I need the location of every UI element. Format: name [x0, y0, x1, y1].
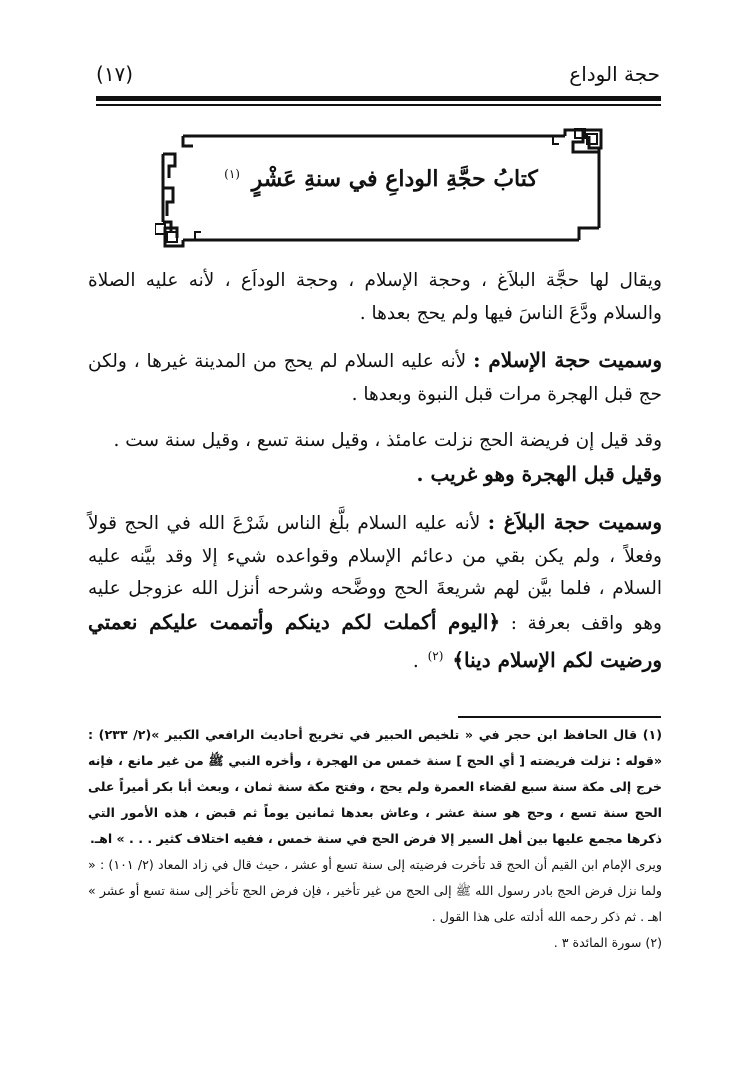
paragraph-3 [88, 425, 662, 492]
main-text [88, 265, 662, 693]
footnote-separator [458, 716, 661, 718]
footnote-1-continued: ويرى الإمام ابن القيم أن الحج قد تأخرت فرضيته إلى سنة تسع أو عشر ، حيث قال في زاد المعاد (٢/ ١٠١) : « ولما نزل فرض الحج بادر رسول الله ﷺ إلى الحج من غير تأخير ، فإن فرض الحج تأخر إلى سنة تسع أو عشر » اهـ . ثم ذكر رحمه الله أدلته على هذا القول . [88, 857, 662, 924]
paragraph-2-lead: وسميت حجة الإسلام : [473, 348, 662, 372]
paragraph-4 [88, 506, 662, 679]
paragraph-4-end: . [412, 651, 419, 673]
paragraph-2-text: لأنه عليه السلام لم يحج من المدينة غيرها ، ولكن حج قبل الهجرة مرات قبل النبوة وبعدها . [88, 351, 662, 405]
paragraph-3-bold: وقيل قبل الهجرة وهو غريب . [416, 461, 662, 486]
paragraph-2 [88, 344, 662, 411]
footnote-1 [88, 722, 662, 852]
running-title: حجة الوداع [569, 62, 660, 86]
header-rule-thin [96, 104, 661, 106]
chapter-title [185, 166, 577, 192]
chapter-title-note-ref: (١) [224, 166, 240, 181]
footnotes [88, 722, 662, 956]
verse-note-ref: (٢) [427, 649, 444, 663]
footnote-2: (٢) سورة المائدة ٣ . [553, 935, 662, 950]
chapter-title-text: كتابُ حجَّةِ الوداعِ في سنةِ عَشْرٍ [251, 166, 538, 192]
paragraph-3-text: وقد قيل إن فريضة الحج نزلت عامئذ ، وقيل سنة تسع ، وقيل سنة ست . [113, 430, 662, 451]
paragraph-4-text: لأنه عليه السلام بلَّغ الناس شَرْعَ الله في الحج قولاً وفعلاً ، ولم يكن بقي من دعائم الإسلام وقواعده شيء إلا وقد بيَّنه عليه السلام ، فلما بيَّن لهم شريعةَ الحج ووضَّحه وشرحه أنزل الله عزوجل عليه وهو واقف بعرفة : [88, 513, 662, 634]
header-rule-thick [96, 96, 661, 101]
page-number: (١٧) [96, 62, 134, 86]
paragraph-4-lead: وسميت حجة البلاَغ : [487, 510, 663, 534]
paragraph-1: ويقال لها حجَّة البلاَغ ، وحجة الإسلام ، وحجة الوداَع ، لأنه عليه الصلاة والسلام ودَّعَ الناسَ فيها ولم يحج بعدها . [88, 270, 662, 324]
footnote-1-source: (١) قال الحافظ ابن حجر في « تلخيص الحبير في تخريج أحاديث الرافعي الكبير »(٢/ ٢٣٣) : «قوله : [88, 727, 662, 768]
chapter-title-frame [155, 128, 607, 248]
footnote-1-quote: نزلت فريضته [ أي الحج ] سنة خمس من الهجرة ، وأخره النبي ﷺ من غير مانع ، فإنه خرج إلى مكة سنة سبع لقضاء العمرة ولم يحج ، وفتح مكة سنة ثمان ، وبعث أبا بكر أميراً على الحج سنة تسع ، وحج هو سنة عشر ، وعاش بعدها ثمانين يوماً ثم قبض ، هذه الأمور التي ذكرها مجمع عليها بين أهل السير إلا فرض الحج في سنة خمس ، ففيه اختلاف كثير . . . » اهـ. [88, 753, 662, 846]
quran-verse: ﴿اليوم أكملت لكم دينكم وأتممت عليكم نعمتي ورضيت لكم الإسلام دينا﴾ [88, 609, 662, 673]
